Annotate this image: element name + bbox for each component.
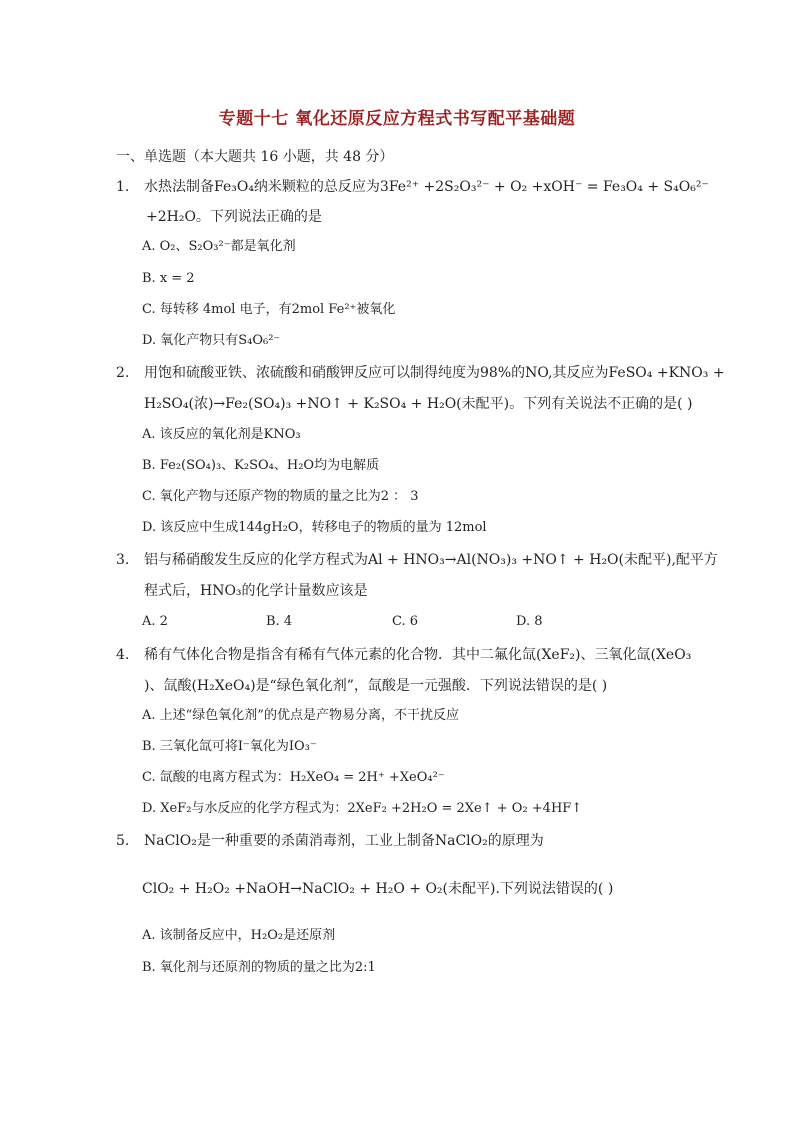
question-number: 3. — [116, 552, 130, 568]
option-a: A. 该反应的氧化剂是KNO₃ — [142, 427, 301, 442]
option-a: A. 该制备反应中，H₂O₂是还原剂 — [142, 928, 336, 943]
question-text-line: 程式后，HNO₃的化学计量数应该是 — [144, 583, 368, 599]
option-b: B. 4 — [266, 614, 293, 629]
option-d: D. XeF₂与水反应的化学方程式为：2XeF₂ +2H₂O = 2Xe↑ + O₂ +4HF↑ — [142, 801, 583, 816]
question-text-line: )、氙酸(H₂XeO₄)是“绿色氧化剂”，氙酸是一元强酸．下列说法错误的是( ) — [144, 678, 608, 694]
option-d: D. 该反应中生成144gH₂O，转移电子的物质的量为 12mol — [142, 520, 487, 535]
question-text-line: 用饱和硫酸亚铁、浓硫酸和硝酸钾反应可以制得纯度为98%的NO,其反应为FeSO₄ +KNO₃ + — [144, 365, 725, 381]
option-c: C. 6 — [392, 614, 419, 629]
option-b: B. 三氧化氙可将I⁻氧化为IO₃⁻ — [142, 739, 317, 754]
question-text-line: 稀有气体化合物是指含有稀有气体元素的化合物．其中二氟化氙(XeF₂)、三氧化氙(XeO₃ — [144, 647, 692, 663]
option-c: C. 氧化产物与还原产物的物质的量之比为2 ： 3 — [142, 489, 419, 504]
question-text-line: +2H₂O。下列说法正确的是 — [146, 209, 322, 225]
option-a: A. 2 — [142, 614, 168, 629]
question-text-line: ClO₂ + H₂O₂ +NaOH→NaClO₂ + H₂O + O₂(未配平).下列说法错误的( ) — [142, 881, 614, 897]
question-text-line: H₂SO₄(浓)→Fe₂(SO₄)₃ +NO↑ + K₂SO₄ + H₂O(未配平)。下列有关说法不正确的是( ) — [144, 396, 693, 412]
option-c: C. 每转移 4mol 电子，有2mol Fe²⁺被氧化 — [142, 302, 396, 317]
option-d: D. 8 — [516, 614, 543, 629]
section-heading: 一、单选题（本大题共 16 小题，共 48 分） — [116, 149, 394, 165]
option-a: A. O₂、S₂O₃²⁻都是氧化剂 — [142, 239, 296, 254]
question-number: 2. — [116, 365, 130, 381]
option-b: B. x = 2 — [142, 271, 195, 286]
question-number: 4. — [116, 647, 130, 663]
question-text-line: 铝与稀硝酸发生反应的化学方程式为Al + HNO₃→Al(NO₃)₃ +NO↑ + H₂O(未配平),配平方 — [144, 552, 718, 568]
page-title: 专题十七 氧化还原反应方程式书写配平基础题 — [218, 109, 576, 129]
question-number: 1. — [116, 179, 130, 195]
option-d: D. 氧化产物只有S₄O₆²⁻ — [142, 333, 281, 348]
option-a: A. 上述“绿色氧化剂”的优点是产物易分离，不干扰反应 — [142, 708, 459, 723]
question-number: 5. — [116, 833, 130, 849]
option-b: B. 氧化剂与还原剂的物质的量之比为2:1 — [142, 960, 376, 975]
question-text-line: NaClO₂是一种重要的杀菌消毒剂，工业上制备NaClO₂的原理为 — [144, 833, 544, 849]
question-text-line: 水热法制备Fe₃O₄纳米颗粒的总反应为3Fe²⁺ +2S₂O₃²⁻ + O₂ +xOH⁻ = Fe₃O₄ + S₄O₆²⁻ — [144, 179, 709, 195]
option-b: B. Fe₂(SO₄)₃、K₂SO₄、H₂O均为电解质 — [142, 458, 380, 473]
option-c: C. 氙酸的电离方程式为：H₂XeO₄ = 2H⁺ +XeO₄²⁻ — [142, 770, 445, 785]
